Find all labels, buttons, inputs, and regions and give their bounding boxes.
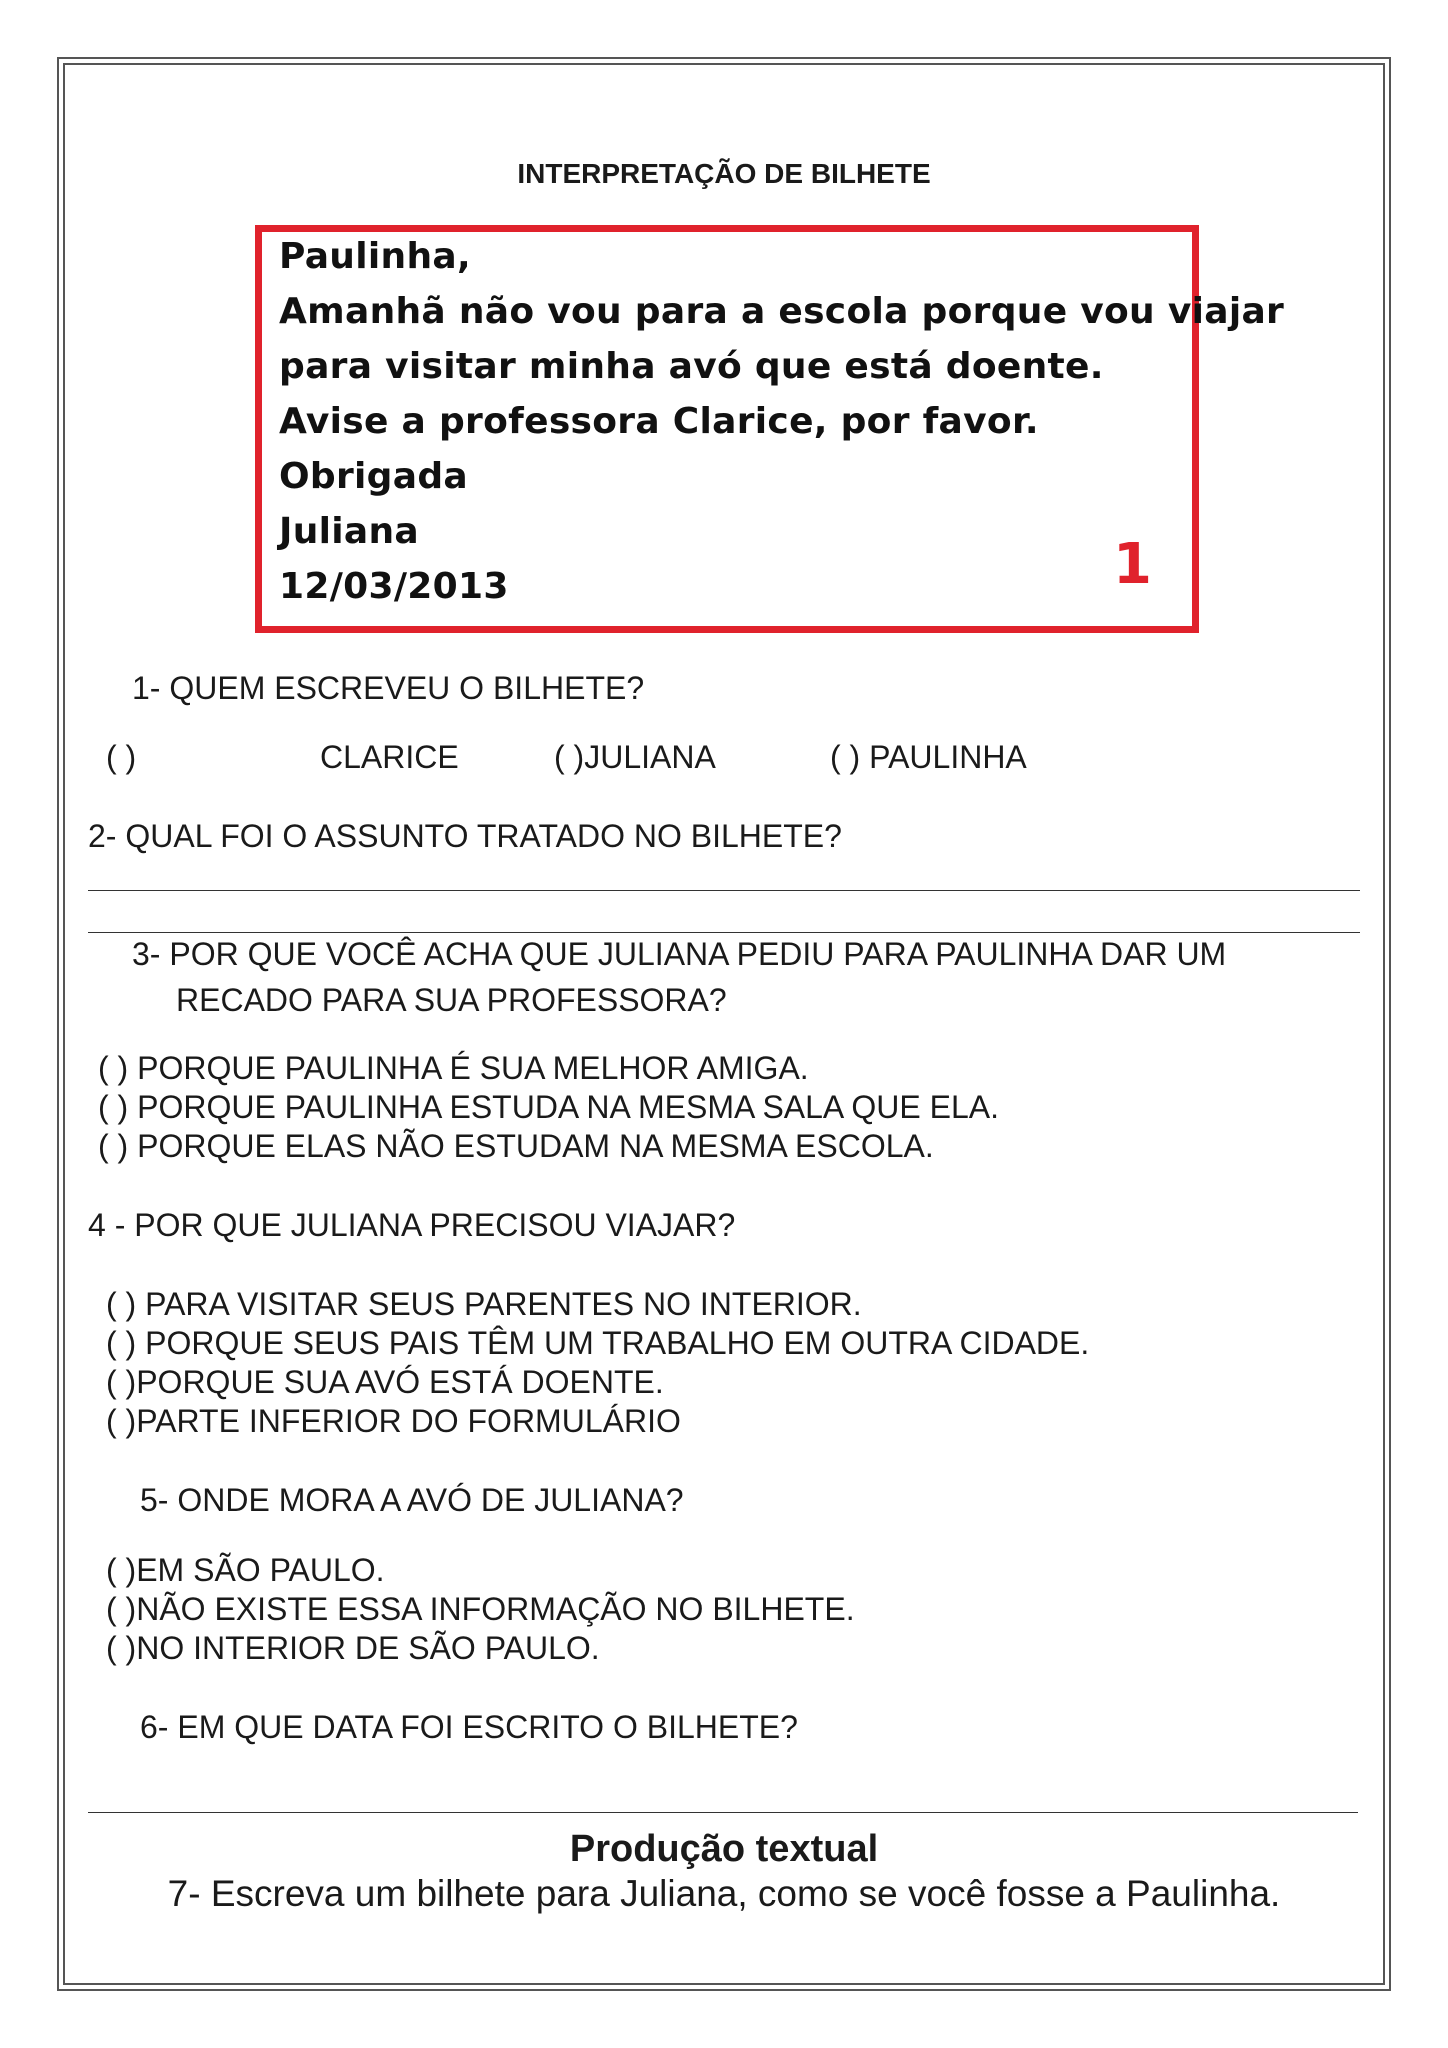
answer-line[interactable] [88,1812,1358,1813]
page-title: INTERPRETAÇÃO DE BILHETE [517,158,931,189]
q3-option[interactable]: ( ) PORQUE ELAS NÃO ESTUDAM NA MESMA ESCOLA. [98,1128,934,1164]
question-4: 4 - POR QUE JULIANA PRECISOU VIAJAR? [88,1207,736,1243]
note-box [255,225,1285,633]
q5-option[interactable]: ( )NÃO EXISTE ESSA INFORMAÇÃO NO BILHETE. [106,1591,855,1627]
note-number: 1 [1113,532,1152,597]
q1-option-juliana[interactable]: ( )JULIANA [554,739,716,775]
q3-option[interactable]: ( ) PORQUE PAULINHA É SUA MELHOR AMIGA. [98,1050,809,1086]
note-line: para visitar minha avó que está doente. [279,346,1104,387]
question-3-continued: RECADO PARA SUA PROFESSORA? [176,982,727,1018]
note-greeting: Paulinha, [279,236,471,277]
answer-line[interactable] [88,890,1360,891]
question-6: 6- EM QUE DATA FOI ESCRITO O BILHETE? [140,1709,798,1745]
production-title: Produção textual [569,1828,879,1870]
production-prompt: 7- Escreva um bilhete para Juliana, como se você fosse a Paulinha. [167,1873,1281,1914]
question-3: 3- POR QUE VOCÊ ACHA QUE JULIANA PEDIU PARA PAULINHA DAR UM [132,936,1227,972]
q5-option[interactable]: ( )NO INTERIOR DE SÃO PAULO. [106,1630,600,1666]
q4-option[interactable]: ( ) PORQUE SEUS PAIS TÊM UM TRABALHO EM OUTRA CIDADE. [106,1325,1090,1361]
q1-option-paulinha[interactable]: ( ) PAULINHA [830,739,1027,775]
answer-line[interactable] [88,932,1360,933]
q5-option[interactable]: ( )EM SÃO PAULO. [106,1552,385,1588]
question-5: 5- ONDE MORA A AVÓ DE JULIANA? [140,1482,684,1518]
note-date: 12/03/2013 [279,566,509,607]
note-line: Avise a professora Clarice, por favor. [279,401,1039,442]
note-closing: Obrigada [279,456,468,497]
question-2: 2- QUAL FOI O ASSUNTO TRATADO NO BILHETE? [88,818,842,854]
question-1: 1- QUEM ESCREVEU O BILHETE? [132,670,645,706]
note-signature: Juliana [279,511,420,552]
q1-checkbox-clarice[interactable]: ( ) [106,739,137,775]
q1-option-clarice: CLARICE [320,739,459,775]
q4-option[interactable]: ( )PARTE INFERIOR DO FORMULÁRIO [106,1403,681,1439]
note-line: Amanhã não vou para a escola porque vou viajar [279,291,1285,332]
q4-option[interactable]: ( ) PARA VISITAR SEUS PARENTES NO INTERIOR. [106,1286,862,1322]
q4-option[interactable]: ( )PORQUE SUA AVÓ ESTÁ DOENTE. [106,1364,664,1400]
q3-option[interactable]: ( ) PORQUE PAULINHA ESTUDA NA MESMA SALA QUE ELA. [98,1089,999,1125]
